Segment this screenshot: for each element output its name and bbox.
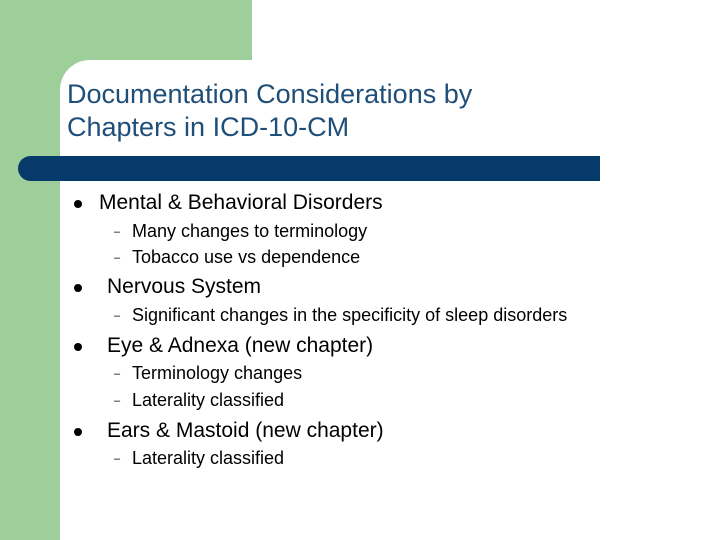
sub-bullet-text: Laterality classified bbox=[132, 390, 285, 410]
bullet-heading: Nervous System bbox=[107, 275, 262, 298]
bullet-dot-icon bbox=[74, 200, 82, 208]
dash-icon: – bbox=[114, 368, 121, 380]
bullet-heading: Ears & Mastoid (new chapter) bbox=[107, 419, 384, 442]
bullet-dot-icon bbox=[74, 284, 82, 292]
bullet-dot-icon bbox=[74, 343, 82, 351]
dash-icon: – bbox=[114, 252, 121, 264]
sub-bullet-text: Tobacco use vs dependence bbox=[132, 247, 361, 267]
bullet-dot-icon bbox=[74, 428, 82, 436]
dash-icon: – bbox=[114, 453, 121, 465]
sub-bullet-text: Many changes to terminology bbox=[132, 221, 368, 241]
bullet-heading: Eye & Adnexa (new chapter) bbox=[107, 334, 374, 357]
dash-icon: – bbox=[114, 310, 121, 322]
dash-icon: – bbox=[114, 395, 121, 407]
sub-bullet-text: Terminology changes bbox=[132, 363, 303, 383]
sub-bullet-text: Laterality classified bbox=[132, 448, 285, 468]
slide-title-line-2: Chapters in ICD-10-CM bbox=[67, 112, 350, 142]
slide-title-line-1: Documentation Considerations by bbox=[67, 79, 473, 109]
dash-icon: – bbox=[114, 226, 121, 238]
bullet-heading: Mental & Behavioral Disorders bbox=[99, 191, 383, 214]
sub-bullet-text: Significant changes in the specificity of sleep disorders bbox=[132, 305, 568, 325]
